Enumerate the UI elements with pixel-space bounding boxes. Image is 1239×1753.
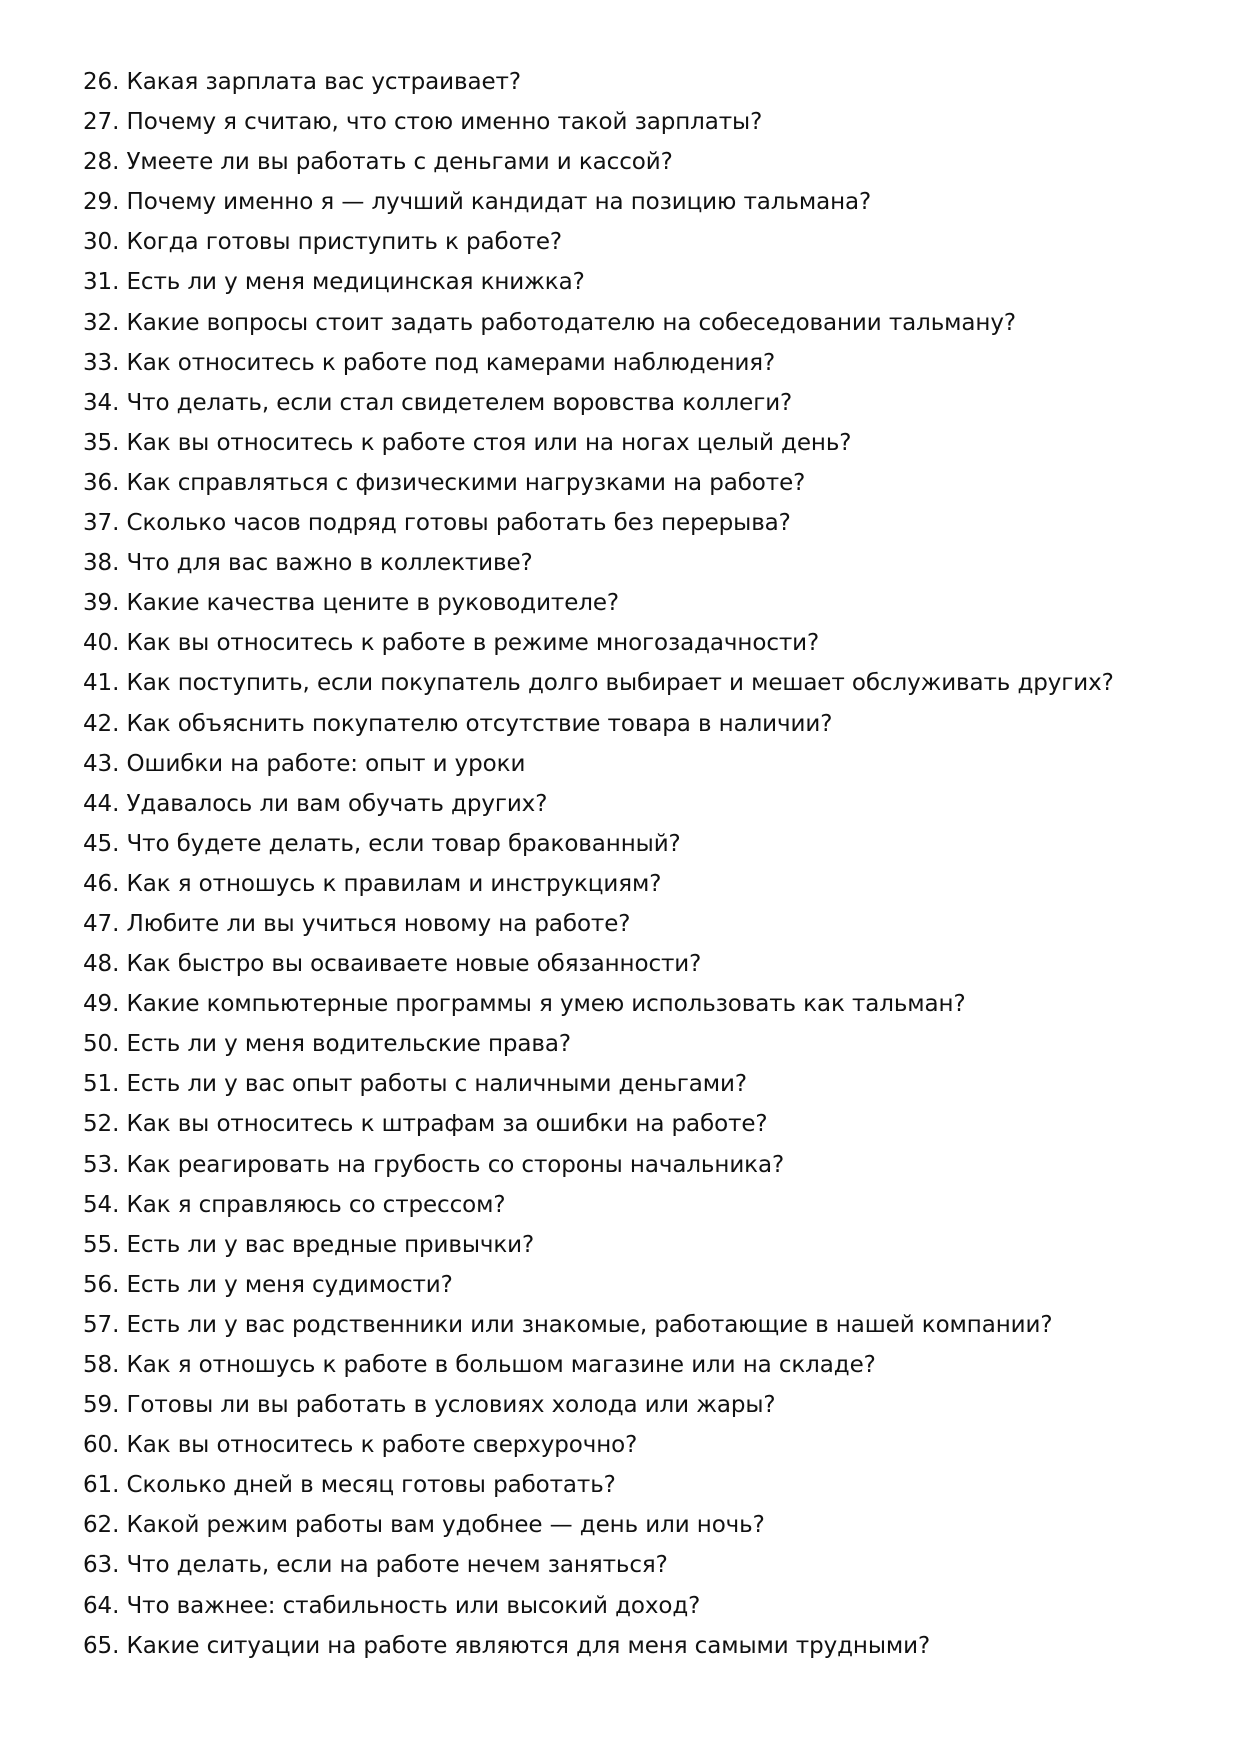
question-item bbox=[83, 1104, 1203, 1144]
question-text: Как вы относитесь к работе стоя или на ногах целый день? bbox=[126, 429, 852, 456]
question-text: Сколько дней в месяц готовы работать? bbox=[126, 1472, 616, 1499]
question-item bbox=[83, 543, 1203, 583]
question-text: Что для вас важно в коллективе? bbox=[126, 550, 533, 577]
question-text: Ошибки на работе: опыт и уроки bbox=[126, 750, 526, 777]
question-item bbox=[83, 623, 1203, 663]
question-number: 44. bbox=[83, 790, 120, 817]
question-item bbox=[83, 1305, 1203, 1345]
question-number: 36. bbox=[83, 469, 120, 496]
question-text: Как вы относитесь к работе в режиме многозадачности? bbox=[126, 630, 820, 657]
question-item bbox=[83, 1185, 1203, 1225]
question-number: 64. bbox=[83, 1592, 120, 1619]
question-item bbox=[83, 944, 1203, 984]
question-number: 63. bbox=[83, 1552, 120, 1579]
question-item bbox=[83, 744, 1203, 784]
question-text: Какие вопросы стоит задать работодателю на собеседовании тальману? bbox=[126, 309, 1016, 336]
question-text: Как реагировать на грубость со стороны начальника? bbox=[126, 1151, 785, 1178]
question-item bbox=[83, 1385, 1203, 1425]
question-number: 27. bbox=[83, 109, 120, 136]
question-item bbox=[83, 303, 1203, 343]
question-item bbox=[83, 824, 1203, 864]
question-number: 46. bbox=[83, 870, 120, 897]
question-item bbox=[83, 1586, 1203, 1626]
question-number: 28. bbox=[83, 149, 120, 176]
question-number: 58. bbox=[83, 1352, 120, 1378]
question-number: 30. bbox=[83, 229, 120, 256]
question-item bbox=[83, 383, 1203, 423]
question-number: 60. bbox=[83, 1432, 120, 1459]
question-item bbox=[83, 704, 1203, 744]
question-text: Сколько часов подряд готовы работать без перерыва? bbox=[126, 510, 791, 537]
question-text: Почему именно я — лучший кандидат на позицию тальмана? bbox=[126, 189, 872, 216]
question-item bbox=[83, 1425, 1203, 1465]
question-number: 57. bbox=[83, 1311, 120, 1338]
question-item bbox=[83, 1225, 1203, 1265]
question-text: Какие ситуации на работе являются для меня самыми трудными? bbox=[126, 1632, 931, 1659]
question-number: 54. bbox=[83, 1191, 120, 1218]
question-list bbox=[83, 62, 1203, 1666]
question-item bbox=[83, 262, 1203, 302]
question-number: 26. bbox=[83, 69, 120, 95]
question-item bbox=[83, 1626, 1203, 1666]
question-text: Есть ли у меня судимости? bbox=[126, 1271, 453, 1298]
question-number: 39. bbox=[83, 590, 120, 617]
question-number: 35. bbox=[83, 429, 120, 456]
question-text: Какой режим работы вам удобнее — день или ночь? bbox=[126, 1512, 765, 1539]
question-text: Как объяснить покупателю отсутствие товара в наличии? bbox=[126, 710, 833, 737]
question-text: Как справляться с физическими нагрузками на работе? bbox=[126, 469, 806, 496]
question-text: Удавалось ли вам обучать других? bbox=[126, 790, 548, 817]
question-item bbox=[83, 663, 1203, 703]
question-number: 45. bbox=[83, 830, 120, 857]
question-text: Как я отношусь к правилам и инструкциям? bbox=[126, 870, 662, 897]
question-item bbox=[83, 864, 1203, 904]
question-item bbox=[83, 1345, 1203, 1385]
question-number: 62. bbox=[83, 1512, 120, 1539]
question-text: Что будете делать, если товар бракованный? bbox=[126, 830, 681, 857]
question-text: Как быстро вы осваиваете новые обязанности? bbox=[126, 951, 702, 978]
question-item bbox=[83, 1465, 1203, 1505]
question-number: 59. bbox=[83, 1392, 120, 1419]
question-number: 53. bbox=[83, 1151, 120, 1178]
question-item bbox=[83, 423, 1203, 463]
question-text: Есть ли у меня медицинская книжка? bbox=[126, 269, 585, 296]
question-number: 37. bbox=[83, 510, 120, 537]
question-text: Какие компьютерные программы я умею использовать как тальман? bbox=[126, 991, 966, 1018]
question-text: Как относитесь к работе под камерами наблюдения? bbox=[126, 349, 776, 376]
question-item bbox=[83, 503, 1203, 543]
question-number: 34. bbox=[83, 389, 120, 416]
question-number: 42. bbox=[83, 710, 120, 737]
question-text: Готовы ли вы работать в условиях холода или жары? bbox=[126, 1392, 776, 1419]
question-text: Как я отношусь к работе в большом магазине или на складе? bbox=[126, 1352, 876, 1378]
question-text: Что важнее: стабильность или высокий доход? bbox=[126, 1592, 701, 1619]
question-item bbox=[83, 142, 1203, 182]
question-item bbox=[83, 984, 1203, 1024]
question-item bbox=[83, 62, 1203, 102]
question-number: 56. bbox=[83, 1271, 120, 1298]
question-item bbox=[83, 1145, 1203, 1185]
question-item bbox=[83, 583, 1203, 623]
question-number: 52. bbox=[83, 1111, 120, 1138]
question-text: Почему я считаю, что стою именно такой зарплаты? bbox=[126, 109, 763, 136]
question-text: Есть ли у вас родственники или знакомые, работающие в нашей компании? bbox=[126, 1311, 1053, 1338]
question-item bbox=[83, 102, 1203, 142]
question-item bbox=[83, 343, 1203, 383]
question-text: Как вы относитесь к работе сверхурочно? bbox=[126, 1432, 638, 1459]
question-number: 29. bbox=[83, 189, 120, 216]
question-text: Как вы относитесь к штрафам за ошибки на работе? bbox=[126, 1111, 768, 1138]
question-item bbox=[83, 1505, 1203, 1545]
question-text: Что делать, если стал свидетелем воровства коллеги? bbox=[126, 389, 793, 416]
question-item bbox=[83, 1265, 1203, 1305]
question-number: 47. bbox=[83, 910, 120, 937]
question-text: Умеете ли вы работать с деньгами и кассой? bbox=[126, 149, 673, 176]
question-text: Есть ли у меня водительские права? bbox=[126, 1031, 571, 1058]
question-text: Когда готовы приступить к работе? bbox=[126, 229, 563, 256]
question-text: Есть ли у вас вредные привычки? bbox=[126, 1231, 535, 1258]
question-number: 55. bbox=[83, 1231, 120, 1258]
question-number: 38. bbox=[83, 550, 120, 577]
question-text: Любите ли вы учиться новому на работе? bbox=[126, 910, 631, 937]
question-item bbox=[83, 784, 1203, 824]
question-number: 32. bbox=[83, 309, 120, 336]
question-text: Что делать, если на работе нечем заняться? bbox=[126, 1552, 668, 1579]
question-item bbox=[83, 1024, 1203, 1064]
question-text: Как я справляюсь со стрессом? bbox=[126, 1191, 506, 1218]
question-number: 43. bbox=[83, 750, 120, 777]
question-number: 61. bbox=[83, 1472, 120, 1499]
question-number: 31. bbox=[83, 269, 120, 296]
question-text: Как поступить, если покупатель долго выбирает и мешает обслуживать других? bbox=[126, 670, 1114, 697]
question-text: Какая зарплата вас устраивает? bbox=[126, 69, 521, 95]
question-item bbox=[83, 463, 1203, 503]
question-item bbox=[83, 222, 1203, 262]
question-number: 65. bbox=[83, 1632, 120, 1659]
question-number: 50. bbox=[83, 1031, 120, 1058]
question-number: 51. bbox=[83, 1071, 120, 1098]
question-item bbox=[83, 1545, 1203, 1585]
question-number: 48. bbox=[83, 951, 120, 978]
question-item bbox=[83, 1064, 1203, 1104]
question-item bbox=[83, 182, 1203, 222]
question-number: 49. bbox=[83, 991, 120, 1018]
question-item bbox=[83, 904, 1203, 944]
question-number: 40. bbox=[83, 630, 120, 657]
question-text: Есть ли у вас опыт работы с наличными деньгами? bbox=[126, 1071, 747, 1098]
question-number: 41. bbox=[83, 670, 120, 697]
question-text: Какие качества цените в руководителе? bbox=[126, 590, 620, 617]
question-number: 33. bbox=[83, 349, 120, 376]
